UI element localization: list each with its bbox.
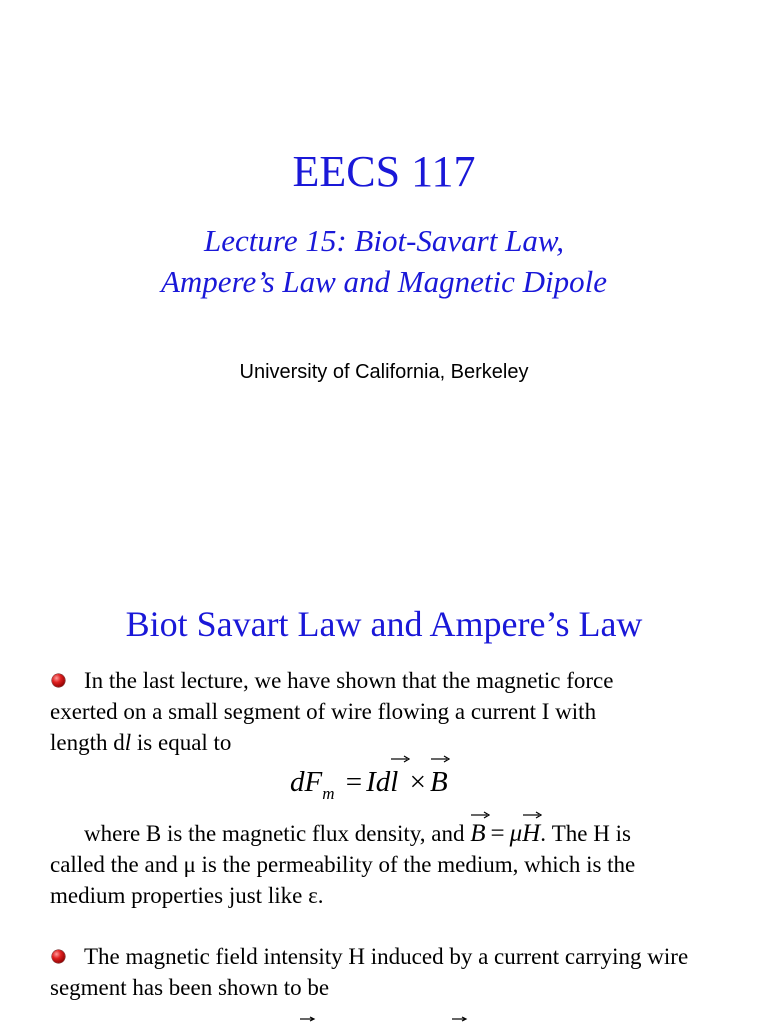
equation-id: Id	[366, 766, 391, 798]
vector-arrow-icon	[390, 755, 410, 763]
inline-equation-b-mu-h: B = μH	[470, 820, 540, 847]
equals-sign: =	[345, 766, 363, 798]
magnetic-force-equation	[290, 762, 448, 814]
cross-product-sign: ×	[409, 766, 426, 798]
lecture-course-title: EECS 117	[292, 147, 476, 196]
vector-b-inline: B	[470, 818, 485, 849]
lecture-subtitle-line-2: Ampere’s Law and Magnetic Dipole	[160, 264, 607, 299]
lecture-subtitle	[0, 220, 768, 302]
para-2-line-3: medium properties just like ε.	[50, 883, 324, 908]
flux-density-paragraph	[50, 818, 730, 911]
para-2-line-1: where B is the magnetic flux density, and B = μH . The H is	[50, 818, 730, 849]
institution-name: University of California, Berkeley	[239, 361, 529, 383]
vector-h-inline: H	[522, 818, 540, 849]
para-2-line-2: called the and μ is the permeability of the medium, which is the	[50, 852, 636, 877]
bullet-paragraph-1	[50, 665, 730, 758]
vector-b: B	[430, 762, 448, 802]
vector-arrow-icon	[430, 755, 450, 763]
cropped-equation-arrows	[0, 1016, 768, 1024]
vector-dl: l	[390, 762, 398, 802]
vector-arrow-icon	[522, 811, 542, 819]
bullet-2-line-2: segment has been shown to be	[50, 975, 330, 1000]
section-title: Biot Savart Law and Ampere’s Law	[125, 604, 643, 644]
equation-lhs-subscript: m	[322, 784, 335, 803]
bullet-1-line-3: length dl is equal to	[50, 730, 232, 755]
bullet-1-line-1: In the last lecture, we have shown that the magnetic force	[84, 668, 614, 693]
vector-arrow-icon	[470, 811, 490, 819]
bullet-2-line-1: The magnetic field intensity H induced by a current carrying wire	[84, 944, 689, 969]
bullet-1-line-2: exerted on a small segment of wire flowing a current I with	[50, 699, 597, 724]
equation-lhs: dF	[290, 766, 323, 798]
lecture-subtitle-line-1: Lecture 15: Biot-Savart Law,	[204, 223, 564, 258]
bullet-paragraph-2	[50, 941, 730, 1003]
